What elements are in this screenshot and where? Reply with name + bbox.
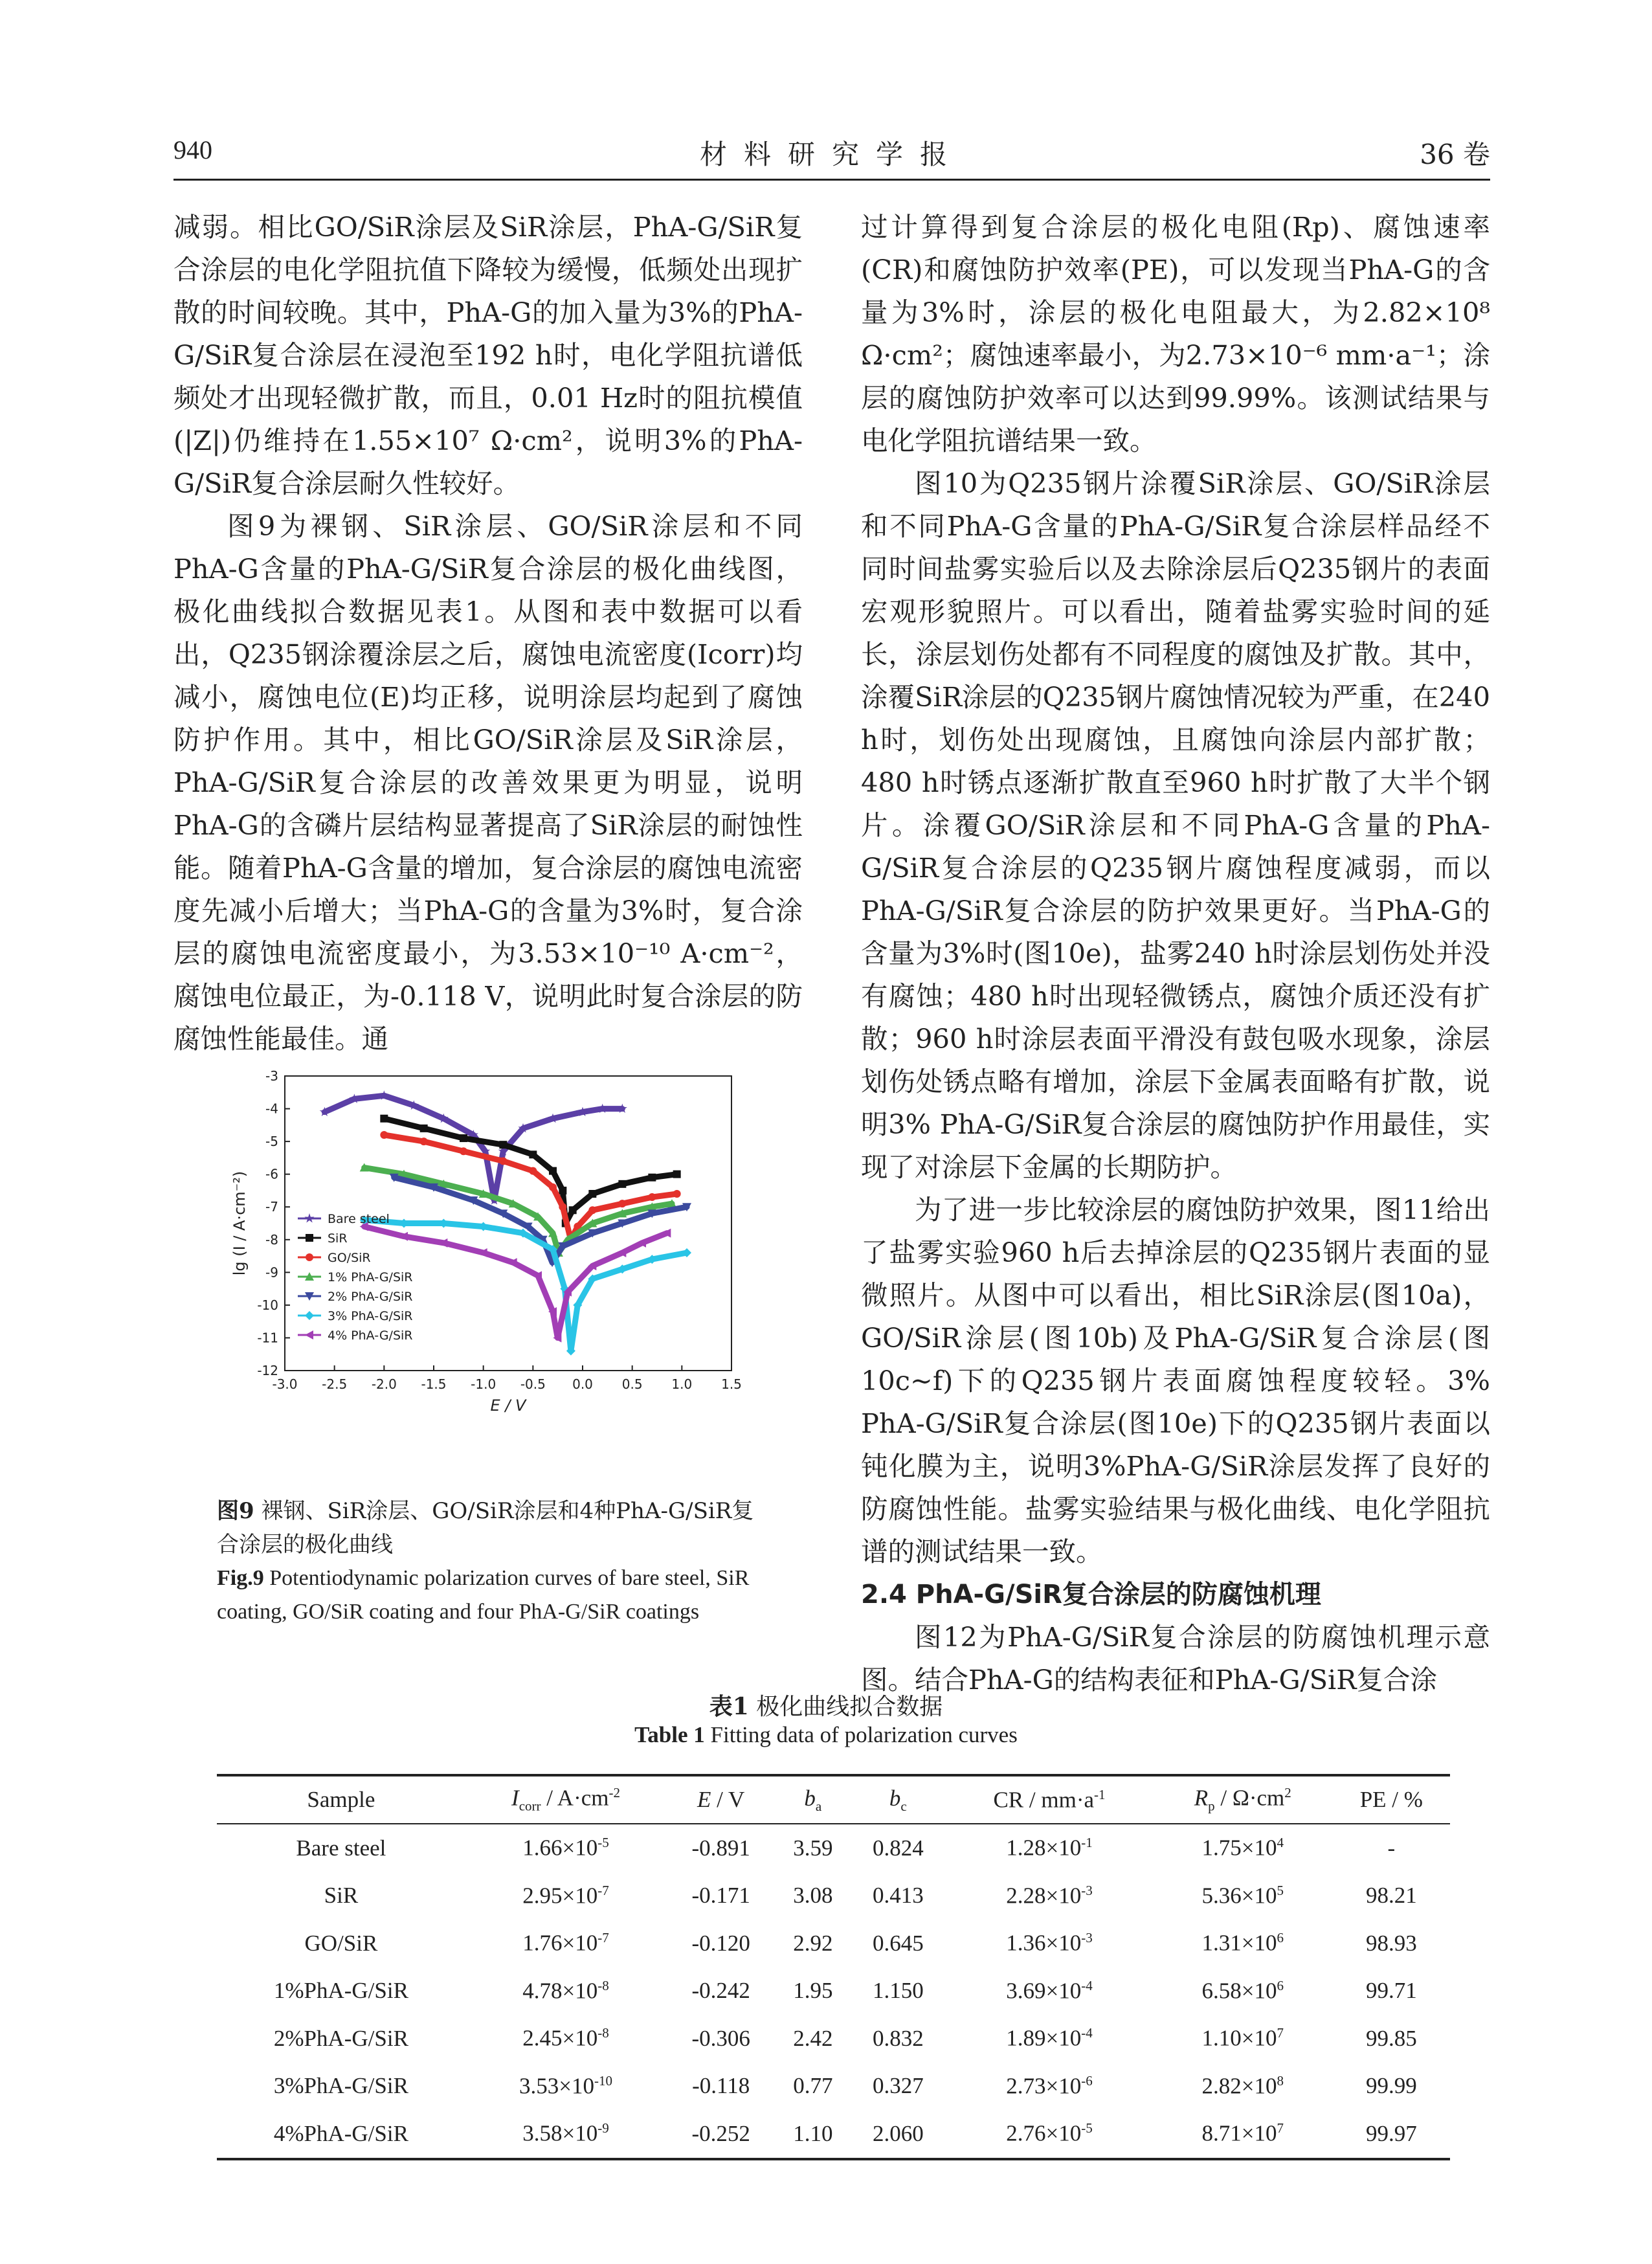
legend-label: SiR xyxy=(328,1231,348,1246)
table-cell: 3.59 xyxy=(793,1835,833,1861)
section-heading: 2.4 PhA-G/SiR复合涂层的防腐蚀机理 xyxy=(861,1580,1321,1609)
volume-label: 36 卷 xyxy=(1420,139,1490,170)
y-axis-label: lg (I / A·cm⁻²) xyxy=(230,1171,249,1276)
legend-label: 4% PhA-G/SiR xyxy=(328,1328,413,1343)
table-cell: $4.78\times 10^{-8}$ xyxy=(522,1977,609,2004)
table-header-0: Sample xyxy=(217,1775,465,1824)
right-para-3: 为了进一步比较涂层的腐蚀防护效果，图11给出了盐雾实验960 h后去掉涂层的Q235钢片表面的显微照片。从图中可以看出，相比SiR涂层(图10a)，GO/SiR涂层(图10b)及PhA-G/SiR复合涂层(图10c~f)下的Q235钢片表面腐蚀程度较轻。3% PhA-G/SiR复合涂层(图10e)下的Q235钢片表面以钝化膜为主，说明3%PhA-G/SiR涂层发挥了良好的防腐蚀性能。盐雾实验结果与极化曲线、电化学阻抗谱的测试结果一致。 xyxy=(861,1194,1490,1567)
table-cell: 3.08 xyxy=(793,1883,833,1909)
table-header-6: $R_p / \Omega\cdot cm^2$ xyxy=(1153,1775,1333,1824)
table-cell: -0.242 xyxy=(691,1978,750,2004)
y-tick-label: -12 xyxy=(257,1363,278,1378)
x-tick-label: -0.5 xyxy=(520,1376,546,1392)
y-tick-label: -3 xyxy=(265,1068,278,1084)
right-column xyxy=(861,206,1490,1701)
table-title-cn-text: 极化曲线拟合数据 xyxy=(756,1694,943,1720)
figure-caption-en xyxy=(217,1562,774,1629)
table-cell: -0.306 xyxy=(691,2025,750,2051)
table-cell: $3.58\times 10^{-9}$ xyxy=(465,2110,666,2159)
figure-label-en: Fig.9 xyxy=(217,1566,264,1590)
left-para-1: 减弱。相比GO/SiR涂层及SiR涂层，PhA-G/SiR复合涂层的电化学阻抗值下降较为缓慢，低频处出现扩散的时间较晚。其中，PhA-G的加入量为3%的PhA-G/SiR复合涂层在浸泡至192 h时，电化学阻抗谱低频处才出现轻微扩散，而且，0.01 Hz时的阻抗模值(|Z|)仍维持在1.55×10⁷ Ω·cm²，说明3%的PhA-G/SiR复合涂层耐久性较好。 xyxy=(173,211,803,499)
table-cell: $3.53\times 10^{-10}$ xyxy=(519,2072,613,2099)
table-header-5: CR / $mm\cdot a^{-1}$ xyxy=(946,1775,1153,1824)
polarization-chart xyxy=(214,1057,764,1445)
table-label-en: Table 1 xyxy=(634,1722,705,1747)
table-cell: 99.99 xyxy=(1365,2073,1417,2099)
series-marker xyxy=(420,1138,428,1145)
right-para-1: 过计算得到复合涂层的极化电阻(Rp)、腐蚀速率(CR)和腐蚀防护效率(PE)，可以发现当PhA-G的含量为3%时，涂层的极化电阻最大，为2.82×10⁸ Ω·cm²；腐蚀速率最小，为2.73×10⁻⁶ mm·a⁻¹；涂层的腐蚀防护效率可以达到99.99%。该测试结果与电化学阻抗谱结果一致。 xyxy=(861,211,1490,456)
page-header xyxy=(173,129,1490,181)
series-marker xyxy=(618,1200,626,1207)
table-cell: 1.10 xyxy=(776,2110,851,2159)
table-cell: 0.824 xyxy=(872,1835,924,1861)
series-marker xyxy=(569,1206,577,1214)
series-marker xyxy=(306,1234,313,1242)
table-cell: -0.252 xyxy=(666,2110,776,2159)
legend-label: Bare steel xyxy=(328,1212,390,1226)
table-cell: 98.93 xyxy=(1365,1930,1417,1956)
right-para-2: 图10为Q235钢片涂覆SiR涂层、GO/SiR涂层和不同PhA-G含量的PhA-G/SiR复合涂层样品经不同时间盐雾实验后以及去除涂层后Q235钢片的表面宏观形貌照片。可以看出，随着盐雾实验时间的延长，涂层划伤处都有不同程度的腐蚀及扩散。其中，涂覆SiR涂层的Q235钢片腐蚀情况较为严重，在240 h时，划伤处出现腐蚀，且腐蚀向涂层内部扩散；480 h时锈点逐渐扩散直至960 h时扩散了大半个钢片。涂覆GO/SiR涂层和不同PhA-G含量的PhA-G/SiR复合涂层的Q235钢片腐蚀程度减弱，而以PhA-G/SiR复合涂层的防护效果更好。当PhA-G的含量为3%时(图10e)，盐雾240 h时涂层划伤处并没有腐蚀；480 h时出现轻微锈点，腐蚀介质还没有扩散；960 h时涂层表面平滑没有鼓包吸水现象，涂层划伤处锈点略有增加，涂层下金属表面略有扩散，说明3% PhA-G/SiR复合涂层的腐蚀防护作用最佳，实现了对涂层下金属的长期防护。 xyxy=(861,467,1490,1183)
table-cell: $5.36\times 10^5$ xyxy=(1201,1882,1284,1909)
series-marker xyxy=(380,1115,388,1123)
series-marker xyxy=(380,1131,388,1139)
series-marker xyxy=(618,1180,626,1188)
table-cell: 99.71 xyxy=(1365,1978,1417,2004)
y-tick-label: -5 xyxy=(265,1134,278,1150)
x-tick-label: -3.0 xyxy=(272,1376,298,1392)
table-cell: $1.76\times 10^{-7}$ xyxy=(522,1930,609,1956)
table-cell: 0.645 xyxy=(872,1930,924,1956)
series-marker xyxy=(588,1190,596,1198)
legend-label: 3% PhA-G/SiR xyxy=(328,1309,413,1323)
table-cell: 98.21 xyxy=(1365,1883,1417,1909)
table-cell: GO/SiR xyxy=(304,1930,378,1956)
left-column xyxy=(173,206,803,1060)
series-marker xyxy=(588,1206,596,1214)
table-cell: $1.36\times 10^{-3}$ xyxy=(1006,1930,1093,1956)
series-marker xyxy=(559,1187,566,1194)
series-marker xyxy=(549,1183,557,1191)
table-row xyxy=(217,2063,1450,2111)
y-tick-label: -6 xyxy=(265,1166,278,1182)
series-marker xyxy=(306,1253,313,1261)
series-marker xyxy=(499,1157,507,1165)
table-title-en xyxy=(0,1722,1652,1748)
figure-caption-cn xyxy=(217,1494,774,1562)
table-cell: $2.95\times 10^{-7}$ xyxy=(522,1882,609,1909)
table-cell: -0.891 xyxy=(691,1835,750,1861)
table-cell: 1%PhA-G/SiR xyxy=(273,1978,408,2004)
table-cell: $3.69\times 10^{-4}$ xyxy=(1006,1977,1093,2004)
table-header-7: PE / % xyxy=(1333,1775,1450,1824)
table-cell: 2.92 xyxy=(793,1930,833,1956)
y-tick-label: -7 xyxy=(265,1199,278,1215)
series-marker xyxy=(305,1330,313,1339)
y-tick-label: -10 xyxy=(257,1297,278,1313)
table-label-cn: 表1 xyxy=(709,1693,749,1720)
series-marker xyxy=(529,1150,537,1158)
table-cell: $6.58\times 10^6$ xyxy=(1201,1977,1284,2004)
table-cell: 2.060 xyxy=(851,2110,946,2159)
figure-label-cn: 图9 xyxy=(217,1498,254,1524)
table-cell: $1.75\times 10^4$ xyxy=(1201,1835,1284,1861)
table-row xyxy=(217,2015,1450,2063)
table-row xyxy=(217,2110,1450,2159)
page-number: 940 xyxy=(173,135,212,164)
table-cell: $1.28\times 10^{-1}$ xyxy=(1006,1835,1093,1861)
series-marker xyxy=(499,1141,507,1149)
figure-caption-en-text: Potentiodynamic polarization curves of bare steel, SiR coating, GO/SiR coating and four PhA-G/SiR coatings xyxy=(217,1566,750,1624)
legend-label: 1% PhA-G/SiR xyxy=(328,1270,413,1284)
table-cell: -0.118 xyxy=(692,2073,750,2099)
table-cell: 99.85 xyxy=(1365,2025,1417,2051)
table-cell: $2.28\times 10^{-3}$ xyxy=(1006,1882,1093,1909)
series-marker xyxy=(648,1174,656,1182)
left-para-2: 图9为裸钢、SiR涂层、GO/SiR涂层和不同PhA-G含量的PhA-G/SiR复合涂层的极化曲线图，极化曲线拟合数据见表1。从图和表中数据可以看出，Q235钢涂覆涂层之后，腐蚀电流密度(Icorr)均减小，腐蚀电位(E)均正移，说明涂层均起到了腐蚀防护作用。其中，相比GO/SiR涂层及SiR涂层，PhA-G/SiR复合涂层的改善效果更为明显，说明PhA-G的含磷片层结构显著提高了SiR涂层的耐蚀性能。随着PhA-G含量的增加，复合涂层的腐蚀电流密度先减小后增大；当PhA-G的含量为3%时，复合涂层的腐蚀电流密度最小，为3.53×10⁻¹⁰ A·cm⁻²，腐蚀电位最正，为-0.118 V，说明此时复合涂层的防腐蚀性能最佳。通 xyxy=(173,510,803,1055)
x-tick-label: 0.0 xyxy=(572,1376,593,1392)
table-header-4: $b_c$ xyxy=(851,1775,946,1824)
y-tick-label: -11 xyxy=(257,1330,278,1346)
table-header-3: $b_a$ xyxy=(776,1775,851,1824)
x-tick-label: -2.0 xyxy=(371,1376,397,1392)
legend-label: 2% PhA-G/SiR xyxy=(328,1290,413,1304)
series-marker xyxy=(549,1167,557,1175)
x-tick-label: 0.5 xyxy=(621,1376,643,1392)
series-marker xyxy=(420,1125,428,1132)
table-header-2: E / V xyxy=(666,1775,776,1824)
x-tick-label: -1.5 xyxy=(421,1376,447,1392)
series-marker xyxy=(673,1171,681,1178)
table-header-1: $I_{corr} / A\cdot cm^{-2}$ xyxy=(465,1775,666,1824)
table-cell: $1.31\times 10^6$ xyxy=(1201,1930,1284,1956)
y-tick-label: -4 xyxy=(265,1101,278,1117)
figure-caption-cn-text: 裸钢、SiR涂层、GO/SiR涂层和4种PhA-G/SiR复合涂层的极化曲线 xyxy=(217,1498,754,1558)
table-cell: $1.89\times 10^{-4}$ xyxy=(1006,2025,1093,2052)
table-cell: 2%PhA-G/SiR xyxy=(273,2025,408,2051)
table-cell: $1.10\times 10^7$ xyxy=(1201,2025,1284,2052)
x-tick-label: 1.5 xyxy=(721,1376,742,1392)
journal-title: 材料研究学报 xyxy=(699,139,964,170)
table-cell: 2.42 xyxy=(793,2025,833,2051)
right-para-4: 图12为PhA-G/SiR复合涂层的防腐蚀机理示意图。结合PhA-G的结构表征和PhA-G/SiR复合涂 xyxy=(861,1621,1490,1696)
series-marker xyxy=(673,1190,681,1198)
table-cell: 1.150 xyxy=(872,1978,924,2004)
figure-9 xyxy=(214,1057,764,1445)
table-row xyxy=(217,1872,1450,1920)
table-cell: 3%PhA-G/SiR xyxy=(273,2073,408,2099)
table-cell: SiR xyxy=(324,1883,359,1909)
table-cell: - xyxy=(1387,1835,1396,1861)
series-0 xyxy=(320,1090,627,1204)
series-marker xyxy=(305,1311,314,1320)
y-tick-label: -9 xyxy=(265,1264,278,1281)
x-tick-label: 1.0 xyxy=(671,1376,693,1392)
x-tick-label: -2.5 xyxy=(322,1376,348,1392)
table-row xyxy=(217,1967,1450,2015)
table-cell: $2.76\times 10^{-5}$ xyxy=(946,2110,1153,2159)
table-cell: $2.82\times 10^8$ xyxy=(1201,2072,1284,2099)
series-marker xyxy=(648,1193,656,1201)
series-marker xyxy=(460,1147,467,1155)
table-cell: $8.71\times 10^7$ xyxy=(1153,2110,1333,2159)
table-cell: 0.77 xyxy=(793,2073,833,2099)
table-cell: 0.413 xyxy=(872,1883,924,1909)
table-cell: 99.97 xyxy=(1333,2110,1450,2159)
table-cell: 0.327 xyxy=(872,2073,924,2099)
table-cell: 0.832 xyxy=(872,2025,924,2051)
series-marker xyxy=(559,1203,566,1211)
table-cell: 4%PhA-G/SiR xyxy=(217,2110,465,2159)
x-axis-label: E / V xyxy=(490,1396,526,1415)
table-cell: $1.66\times 10^{-5}$ xyxy=(522,1835,609,1861)
y-tick-label: -8 xyxy=(265,1231,278,1248)
series-marker xyxy=(529,1167,537,1175)
legend-label: GO/SiR xyxy=(328,1251,371,1265)
table-title-en-text: Fitting data of polarization curves xyxy=(710,1722,1018,1747)
table-title-cn xyxy=(0,1688,1652,1721)
table-body xyxy=(217,1824,1450,2159)
series-marker xyxy=(460,1134,467,1142)
table-row xyxy=(217,1920,1450,1967)
table-header-row xyxy=(217,1775,1450,1824)
table-cell: $2.73\times 10^{-6}$ xyxy=(1006,2072,1093,2099)
table-cell: 1.95 xyxy=(793,1978,833,2004)
table-row xyxy=(217,1824,1450,1872)
table-cell: -0.171 xyxy=(691,1883,750,1909)
table-cell: Bare steel xyxy=(296,1835,386,1861)
series-3 xyxy=(360,1163,676,1257)
x-tick-label: -1.0 xyxy=(471,1376,497,1392)
table-cell: $2.45\times 10^{-8}$ xyxy=(522,2025,609,2052)
table-cell: -0.120 xyxy=(691,1930,750,1956)
fitting-data-table xyxy=(217,1774,1450,2160)
series-line xyxy=(324,1095,622,1200)
